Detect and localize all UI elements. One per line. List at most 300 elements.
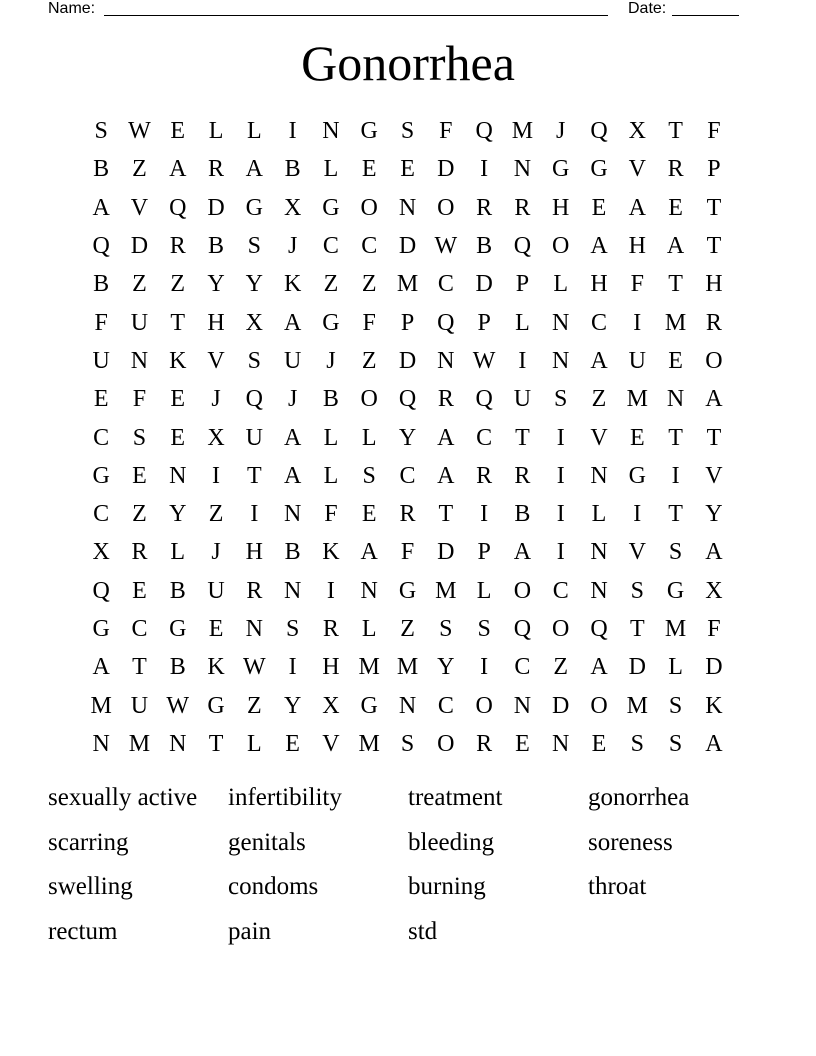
grid-letter: R [322, 616, 339, 642]
grid-letter: L [591, 501, 607, 528]
grid-letter: I [556, 462, 565, 489]
grid-letter: H [628, 233, 646, 260]
word-bank-item: bleeding [408, 828, 495, 856]
grid-letter: R [667, 156, 684, 183]
grid-letter: W [166, 692, 190, 719]
grid-letter: I [288, 654, 297, 681]
grid-letter: N [590, 462, 608, 489]
grid-letter: A [437, 424, 455, 451]
grid-letter: N [130, 347, 149, 374]
grid-letter: A [283, 309, 302, 336]
word-bank-item: swelling [48, 873, 133, 901]
grid-letter: Z [323, 271, 339, 298]
grid-letter: U [130, 309, 149, 336]
name-blank-line[interactable] [104, 15, 608, 16]
grid-letter: G [322, 194, 340, 221]
grid-letter: B [208, 233, 225, 260]
grid-letter: N [552, 730, 570, 757]
grid-letter: Z [132, 501, 147, 528]
grid-letter: K [283, 271, 302, 298]
grid-letter: I [633, 309, 642, 336]
grid-letter: E [361, 156, 377, 183]
word-bank-item: condoms [228, 873, 319, 901]
grid-letter: M [396, 271, 419, 298]
grid-letter: O [360, 194, 378, 221]
grid-letter: M [626, 386, 648, 413]
grid-letter: Y [283, 692, 302, 719]
grid-letter: Z [400, 616, 415, 642]
word-bank-item: scarring [48, 828, 129, 856]
grid-letter: T [247, 462, 262, 489]
grid-letter: M [396, 654, 419, 681]
grid-letter: F [630, 271, 644, 298]
grid-letter: L [476, 577, 492, 604]
grid-letter: V [628, 539, 646, 566]
name-label: Name: [48, 0, 96, 17]
grid-letter: I [212, 462, 221, 489]
grid-letter: O [437, 730, 455, 757]
grid-letter: C [93, 424, 110, 451]
grid-letter: Q [513, 233, 532, 260]
grid-letter: N [283, 577, 302, 604]
grid-letter: R [705, 309, 722, 336]
grid-letter: G [207, 692, 225, 719]
grid-letter: V [322, 730, 340, 757]
grid-letter: S [247, 233, 262, 260]
grid-letter: C [361, 233, 378, 260]
grid-letter: N [590, 539, 608, 566]
grid-letter: R [476, 462, 493, 489]
grid-letter: C [514, 654, 531, 681]
grid-letter: I [480, 501, 489, 528]
grid-letter: N [398, 692, 417, 719]
grid-letter: I [518, 347, 527, 374]
grid-letter: F [707, 616, 721, 642]
grid-letter: V [705, 462, 723, 489]
grid-row [82, 610, 734, 648]
grid-row [82, 648, 734, 686]
grid-letter: C [131, 616, 148, 642]
grid-row [82, 150, 734, 188]
date-blank-line[interactable] [672, 15, 739, 16]
grid-letter: T [170, 309, 186, 336]
grid-letter: E [132, 462, 147, 489]
grid-letter: E [170, 118, 186, 145]
grid-letter: C [591, 309, 608, 336]
grid-letter: N [437, 347, 455, 374]
grid-letter: O [552, 616, 570, 642]
grid-letter: G [360, 692, 378, 719]
grid-letter: S [400, 118, 415, 145]
grid-letter: G [666, 577, 685, 604]
grid-letter: A [245, 156, 263, 183]
grid-letter: G [628, 462, 646, 489]
grid-letter: J [287, 233, 298, 260]
grid-letter: O [475, 692, 493, 719]
grid-letter: W [243, 654, 266, 681]
grid-letter: D [437, 156, 455, 183]
grid-row [82, 495, 734, 533]
grid-row [82, 725, 734, 763]
grid-letter: R [514, 462, 531, 489]
grid-letter: Y [398, 424, 417, 451]
grid-letter: B [169, 577, 186, 604]
grid-letter: X [283, 194, 302, 221]
grid-letter: Q [590, 118, 608, 145]
word-bank-item: std [408, 918, 438, 946]
grid-letter: X [92, 539, 110, 566]
grid-row [82, 380, 734, 418]
word-bank-item: burning [408, 873, 486, 901]
grid-letter: U [245, 424, 263, 451]
grid-letter: D [130, 233, 149, 260]
word-bank-item: sexually active [48, 784, 198, 811]
grid-letter: C [552, 577, 569, 604]
grid-letter: M [626, 692, 648, 719]
grid-letter: G [92, 462, 110, 489]
grid-letter: T [208, 730, 224, 757]
grid-letter: Y [705, 501, 723, 528]
grid-letter: Z [208, 501, 224, 528]
grid-letter: E [208, 616, 224, 642]
grid-letter: A [628, 194, 646, 221]
grid-letter: X [705, 577, 723, 604]
grid-letter: B [476, 233, 493, 260]
grid-letter: L [515, 309, 530, 336]
grid-letter: U [207, 577, 225, 604]
grid-letter: F [400, 539, 415, 566]
grid-letter: P [515, 271, 530, 298]
grid-letter: M [664, 616, 687, 642]
grid-letter: Q [475, 118, 493, 145]
grid-letter: N [322, 118, 340, 145]
grid-letter: I [556, 501, 565, 528]
grid-letter: R [131, 539, 148, 566]
grid-letter: L [170, 539, 186, 566]
grid-letter: H [705, 271, 723, 298]
grid-letter: G [398, 577, 417, 604]
word-bank-item: infertibility [228, 784, 342, 811]
grid-letter: P [477, 309, 491, 336]
grid-letter: R [437, 386, 454, 413]
grid-letter: E [668, 194, 683, 221]
grid-letter: I [480, 654, 489, 681]
grid-letter: B [93, 156, 110, 183]
grid-letter: P [400, 309, 415, 336]
grid-letter: A [666, 233, 685, 260]
grid-letter: B [514, 501, 531, 528]
grid-letter: A [169, 156, 187, 183]
grid-letter: R [476, 194, 493, 221]
grid-letter: S [400, 730, 415, 757]
grid-letter: G [360, 118, 378, 145]
grid-letter: G [92, 616, 110, 642]
grid-row [82, 342, 734, 380]
grid-letter: G [245, 194, 263, 221]
grid-letter: E [170, 424, 186, 451]
grid-letter: U [513, 386, 532, 413]
grid-letter: O [705, 347, 723, 374]
grid-letter: W [434, 233, 458, 260]
grid-letter: Q [169, 194, 187, 221]
grid-letter: T [668, 118, 683, 145]
grid-letter: L [247, 118, 262, 145]
grid-letter: U [130, 692, 149, 719]
grid-letter: Q [92, 233, 110, 260]
grid-letter: N [169, 730, 187, 757]
grid-letter: F [707, 118, 721, 145]
grid-row [82, 189, 734, 227]
grid-letter: Q [475, 386, 493, 413]
grid-letter: S [132, 424, 147, 451]
grid-letter: L [361, 616, 377, 642]
grid-letter: E [93, 386, 109, 413]
grid-letter: S [477, 616, 491, 642]
grid-letter: Q [398, 386, 417, 413]
grid-letter: M [90, 692, 112, 719]
grid-letter: L [323, 462, 339, 489]
grid-letter: Q [437, 309, 455, 336]
word-bank-item: soreness [588, 828, 673, 856]
grid-letter: B [169, 654, 186, 681]
grid-letter: F [439, 118, 453, 145]
grid-letter: E [668, 347, 683, 374]
grid-letter: L [247, 730, 262, 757]
grid-letter: M [435, 577, 457, 604]
grid-letter: I [250, 501, 259, 528]
grid-row [82, 265, 734, 303]
grid-letter: J [287, 386, 298, 413]
grid-letter: Y [207, 271, 225, 298]
grid-letter: Y [437, 654, 455, 681]
grid-letter: A [705, 386, 723, 413]
grid-letter: M [358, 654, 380, 681]
grid-letter: K [207, 654, 225, 681]
grid-letter: D [207, 194, 225, 221]
grid-letter: Z [247, 692, 262, 719]
grid-letter: T [438, 501, 454, 528]
grid-letter: F [94, 309, 108, 336]
grid-letter: N [92, 730, 110, 757]
grid-letter: Z [553, 654, 569, 681]
grid-letter: A [283, 462, 302, 489]
grid-letter: G [590, 156, 608, 183]
word-bank [48, 780, 768, 959]
grid-letter: F [132, 386, 147, 413]
grid-letter: N [513, 156, 532, 183]
grid-row [82, 227, 734, 265]
grid-letter: N [245, 616, 263, 642]
date-label: Date: [628, 0, 667, 17]
grid-letter: A [92, 194, 110, 221]
letter-grid [82, 112, 734, 763]
grid-letter: B [93, 271, 110, 298]
grid-row [82, 572, 734, 610]
grid-letter: A [283, 424, 302, 451]
grid-letter: B [284, 156, 301, 183]
grid-letter: E [629, 424, 645, 451]
grid-letter: Q [590, 616, 608, 642]
page-title: Gonorrhea [301, 35, 515, 91]
grid-letter: E [132, 577, 147, 604]
grid-letter: Q [513, 616, 532, 642]
grid-letter: L [323, 156, 339, 183]
grid-letter: G [169, 616, 187, 642]
grid-letter: T [706, 194, 722, 221]
grid-letter: I [671, 462, 680, 489]
grid-letter: F [362, 309, 376, 336]
grid-letter: H [207, 309, 225, 336]
grid-letter: K [169, 347, 187, 374]
grid-letter: P [477, 539, 491, 566]
grid-letter: N [590, 577, 608, 604]
grid-letter: S [630, 577, 644, 604]
grid-letter: V [207, 347, 225, 374]
grid-letter: P [707, 156, 721, 183]
grid-letter: O [437, 194, 455, 221]
worksheet-header [48, 0, 740, 20]
grid-letter: E [361, 501, 377, 528]
grid-row [82, 686, 734, 724]
grid-letter: Y [245, 271, 263, 298]
grid-letter: D [705, 654, 723, 681]
grid-letter: R [208, 156, 225, 183]
word-bank-item: rectum [48, 918, 118, 946]
grid-letter: L [323, 424, 339, 451]
grid-letter: E [400, 156, 415, 183]
grid-letter: Q [245, 386, 263, 413]
grid-letter: D [475, 271, 493, 298]
grid-letter: R [399, 501, 416, 528]
grid-letter: B [284, 539, 301, 566]
grid-letter: A [590, 233, 608, 260]
grid-letter: E [591, 730, 607, 757]
grid-letter: E [285, 730, 300, 757]
grid-letter: C [399, 462, 416, 489]
grid-letter: I [326, 577, 335, 604]
word-bank-item: genitals [228, 828, 306, 856]
grid-letter: O [360, 386, 378, 413]
grid-letter: I [556, 424, 565, 451]
grid-letter: D [552, 692, 570, 719]
grid-letter: I [633, 501, 642, 528]
grid-letter: S [668, 539, 683, 566]
grid-letter: U [283, 347, 302, 374]
grid-letter: Z [361, 271, 377, 298]
grid-letter: A [437, 462, 455, 489]
grid-letter: M [358, 730, 380, 757]
grid-letter: N [552, 309, 570, 336]
grid-letter: A [590, 654, 608, 681]
grid-letter: I [556, 539, 565, 566]
grid-letter: A [92, 654, 110, 681]
grid-letter: A [513, 539, 532, 566]
word-bank-item: throat [588, 873, 647, 901]
grid-letter: Z [591, 386, 607, 413]
grid-letter: N [360, 577, 378, 604]
grid-letter: N [513, 692, 532, 719]
grid-letter: W [472, 347, 496, 374]
grid-letter: S [362, 462, 376, 489]
grid-letter: H [322, 654, 340, 681]
grid-letter: G [552, 156, 570, 183]
grid-letter: F [324, 501, 338, 528]
grid-row [82, 457, 734, 495]
grid-letter: C [437, 692, 454, 719]
grid-letter: M [128, 730, 151, 757]
grid-letter: H [552, 194, 570, 221]
grid-row [82, 112, 734, 150]
grid-letter: Q [92, 577, 110, 604]
grid-letter: L [553, 271, 569, 298]
grid-letter: E [170, 386, 186, 413]
grid-letter: T [668, 424, 683, 451]
grid-letter: D [398, 347, 417, 374]
grid-letter: B [322, 386, 339, 413]
grid-letter: Z [361, 347, 377, 374]
grid-letter: T [629, 616, 645, 642]
grid-letter: J [556, 118, 566, 145]
grid-letter: T [132, 654, 147, 681]
grid-letter: X [207, 424, 225, 451]
grid-letter: S [285, 616, 300, 642]
grid-letter: S [439, 616, 453, 642]
grid-letter: S [554, 386, 568, 413]
grid-letter: O [552, 233, 570, 260]
grid-letter: T [706, 233, 722, 260]
word-bank-item: gonorrhea [588, 784, 690, 811]
grid-letter: V [628, 156, 646, 183]
grid-letter: N [552, 347, 570, 374]
grid-letter: Z [132, 271, 147, 298]
grid-letter: U [628, 347, 646, 374]
grid-letter: I [288, 118, 297, 145]
grid-letter: S [94, 118, 108, 145]
word-bank-item: treatment [408, 784, 503, 811]
grid-letter: T [515, 424, 530, 451]
grid-letter: J [211, 539, 221, 566]
grid-letter: N [398, 194, 417, 221]
grid-letter: O [513, 577, 532, 604]
grid-letter: A [705, 730, 723, 757]
grid-letter: L [361, 424, 377, 451]
grid-letter: R [169, 233, 186, 260]
grid-letter: D [398, 233, 417, 260]
grid-letter: A [360, 539, 378, 566]
grid-letter: J [326, 347, 336, 374]
grid-letter: S [668, 692, 683, 719]
grid-letter: C [93, 501, 110, 528]
grid-row [82, 303, 734, 341]
grid-letter: M [511, 118, 534, 145]
grid-letter: J [211, 386, 221, 413]
grid-letter: N [283, 501, 302, 528]
grid-row [82, 418, 734, 456]
grid-letter: E [591, 194, 607, 221]
grid-letter: S [630, 730, 644, 757]
grid-letter: V [590, 424, 608, 451]
grid-letter: L [668, 654, 683, 681]
grid-letter: T [668, 271, 683, 298]
grid-letter: K [705, 692, 723, 719]
grid-letter: T [706, 424, 722, 451]
grid-letter: A [590, 347, 608, 374]
grid-letter: L [208, 118, 224, 145]
grid-letter: Y [169, 501, 187, 528]
grid-letter: C [437, 271, 454, 298]
grid-letter: I [480, 156, 489, 183]
grid-letter: K [322, 539, 340, 566]
